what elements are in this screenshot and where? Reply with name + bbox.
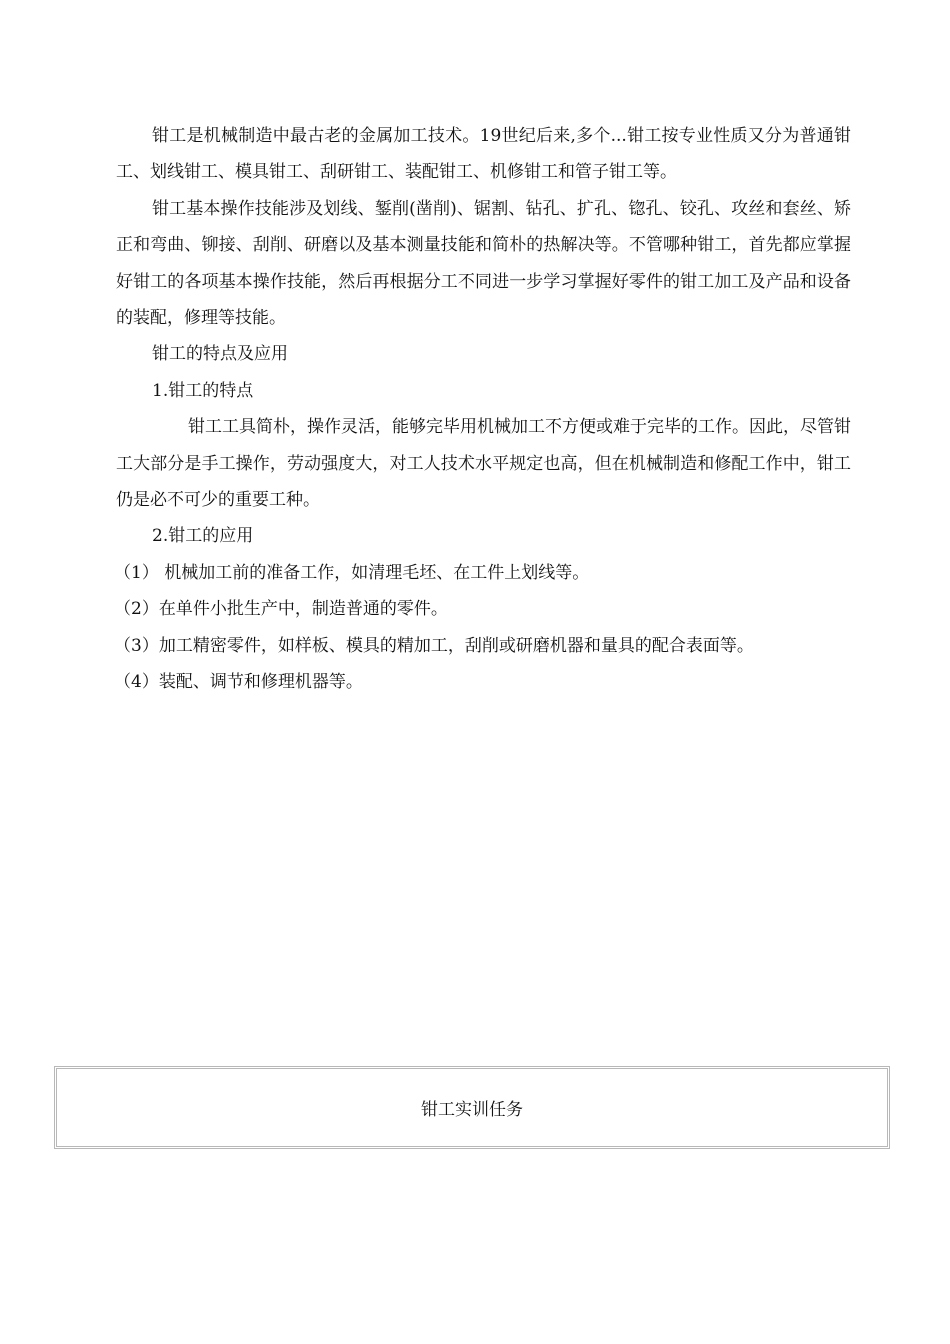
document-body	[116, 118, 851, 701]
applications-list	[116, 555, 851, 701]
list-item: （4）装配、调节和修理机器等。	[114, 672, 363, 693]
list-item: （1） 机械加工前的准备工作，如清理毛坯、在工件上划线等。	[114, 562, 590, 583]
features-paragraph: 钳工工具简朴，操作灵活，能够完毕用机械加工不方便或难于完毕的工作。因此，尽管钳工大部分是手工操作，劳动强度大，对工人技术水平规定也高，但在机械制造和修配工作中，钳工仍是必不可少的重要工种。	[116, 417, 851, 511]
training-task-title: 钳工实训任务	[421, 1100, 523, 1120]
section-heading: 钳工的特点及应用	[152, 344, 288, 365]
applications-heading: 2.钳工的应用	[152, 526, 254, 547]
features-heading: 1.钳工的特点	[152, 380, 254, 401]
list-item: （2）在单件小批生产中，制造普通的零件。	[114, 599, 448, 620]
intro-paragraph: 钳工是机械制造中最古老的金属加工技术。19世纪后来,多个...钳工按专业性质又分为普通钳工、划线钳工、模具钳工、刮研钳工、装配钳工、机修钳工和管子钳工等。	[116, 126, 851, 183]
skills-paragraph: 钳工基本操作技能涉及划线、錾削(凿削)、锯割、钻孔、扩孔、锪孔、铰孔、攻丝和套丝、矫正和弯曲、铆接、刮削、研磨以及基本测量技能和简朴的热解决等。不管哪种钳工，首先都应掌握好钳工的各项基本操作技能，然后再根据分工不同进一步学习掌握好零件的钳工加工及产品和设备的装配，修理等技能。	[116, 198, 851, 329]
list-item: （3）加工精密零件，如样板、模具的精加工，刮削或研磨机器和量具的配合表面等。	[114, 635, 754, 656]
training-task-box	[54, 1066, 890, 1149]
